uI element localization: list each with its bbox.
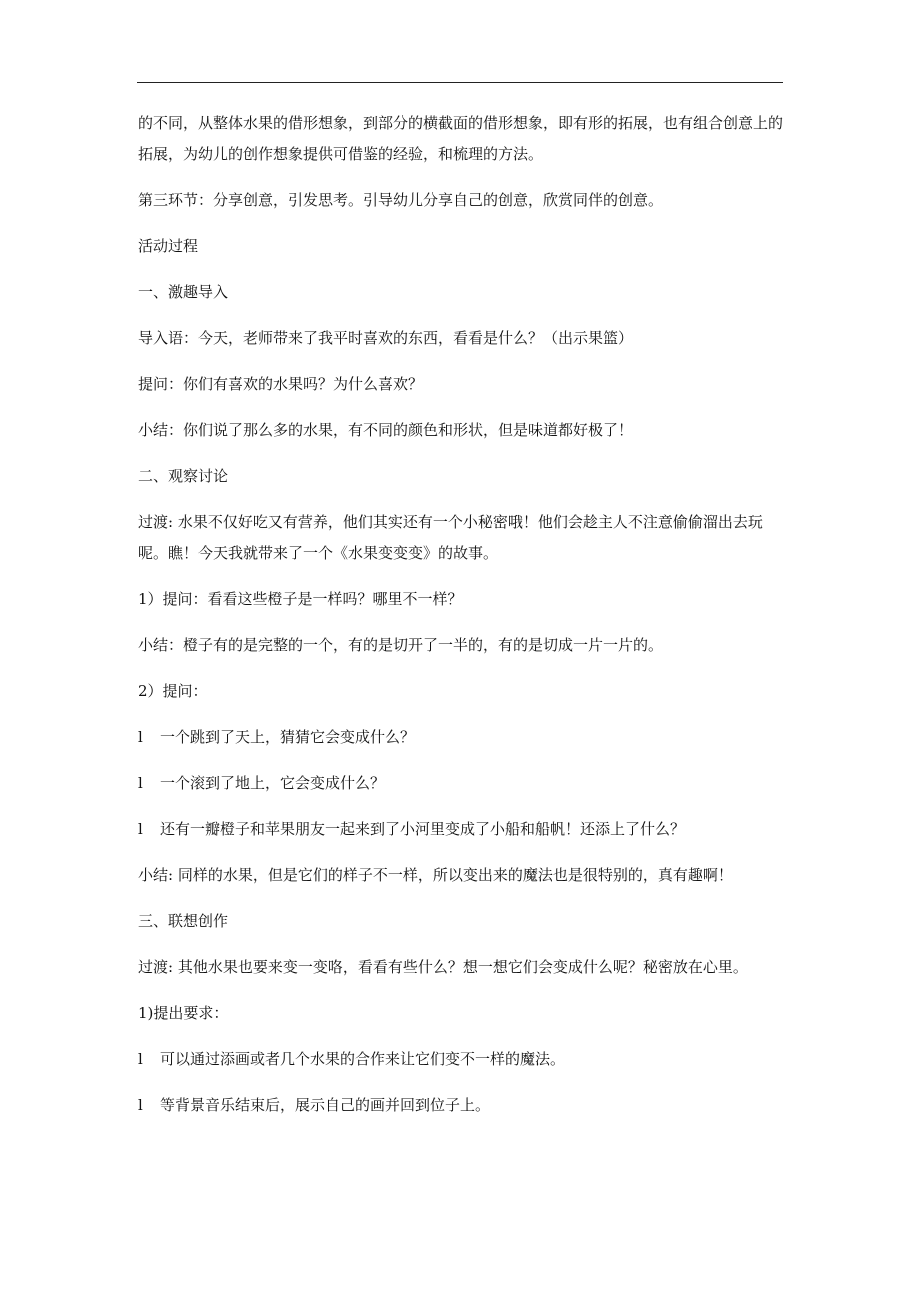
bullet-marker: l bbox=[138, 774, 143, 792]
paragraph: 过渡: 水果不仅好吃又有营养，他们其实还有一个小秘密哦！他们会趁主人不注意偷偷溜出去玩呢。瞧！今天我就带来了一个《水果变变变》的故事。 bbox=[138, 513, 763, 562]
document-body bbox=[138, 108, 784, 1136]
bullet-item bbox=[138, 1090, 784, 1121]
bullet-text: 一个跳到了天上，猜猜它会变成什么？ bbox=[160, 728, 416, 746]
section-heading: 三、联想创作 bbox=[138, 912, 229, 930]
bullet-marker: l bbox=[138, 728, 143, 746]
bullet-text: 一个滚到了地上，它会变成什么？ bbox=[160, 774, 386, 792]
bullet-item bbox=[138, 722, 784, 753]
bullet-item bbox=[138, 814, 784, 845]
bullet-marker: l bbox=[138, 1096, 143, 1114]
paragraph: 小结：橙子有的是完整的一个，有的是切开了一半的，有的是切成一片一片的。 bbox=[138, 636, 664, 654]
bullet-marker: l bbox=[138, 820, 143, 838]
header-rule bbox=[137, 82, 783, 83]
section-heading: 一、激趣导入 bbox=[138, 283, 229, 301]
bullet-text: 还有一瓣橙子和苹果朋友一起来到了小河里变成了小船和船帆！还添上了什么？ bbox=[160, 820, 686, 838]
section-heading: 活动过程 bbox=[138, 237, 199, 255]
paragraph: 提问：你们有喜欢的水果吗？为什么喜欢？ bbox=[138, 375, 424, 393]
bullet-item bbox=[138, 1044, 784, 1075]
paragraph: 导入语：今天，老师带来了我平时喜欢的东西，看看是什么？（出示果篮） bbox=[138, 329, 634, 347]
paragraph: 第三环节：分享创意，引发思考。引导幼儿分享自己的创意，欣赏同伴的创意。 bbox=[138, 191, 664, 209]
paragraph: 1）提问：看看这些橙子是一样吗？哪里不一样？ bbox=[138, 590, 463, 608]
bullet-text: 等背景音乐结束后，展示自己的画并回到位子上。 bbox=[160, 1096, 491, 1114]
paragraph: 小结: 同样的水果，但是它们的样子不一样，所以变出来的魔法也是很特别的，真有趣啊！ bbox=[138, 866, 733, 884]
section-heading: 二、观察讨论 bbox=[138, 467, 229, 485]
paragraph: 的不同，从整体水果的借形想象，到部分的横截面的借形想象，即有形的拓展，也有组合创意上的拓展，为幼儿的创作想象提供可借鉴的经验，和梳理的方法。 bbox=[138, 114, 784, 163]
paragraph: 过渡: 其他水果也要来变一变咯，看看有些什么？想一想它们会变成什么呢？秘密放在心里。 bbox=[138, 958, 748, 976]
paragraph: 2）提问： bbox=[138, 682, 208, 700]
bullet-marker: l bbox=[138, 1050, 143, 1068]
paragraph: 1)提出要求： bbox=[138, 1004, 229, 1022]
bullet-item bbox=[138, 768, 784, 799]
bullet-text: 可以通过添画或者几个水果的合作来让它们变不一样的魔法。 bbox=[160, 1050, 566, 1068]
paragraph: 小结：你们说了那么多的水果，有不同的颜色和形状，但是味道都好极了！ bbox=[138, 421, 634, 439]
